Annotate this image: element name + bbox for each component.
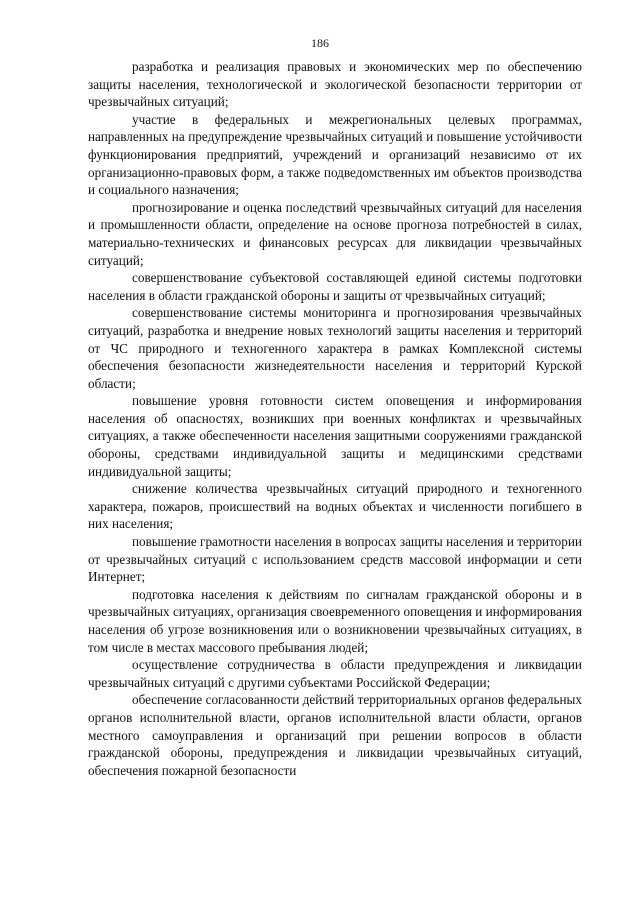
paragraph-warning-readiness: повышение уровня готовности систем оповещения и информирования населения об опасностях, возникших при военных конфликтах и чрезвычайных ситуациях, а также обеспеченности населения защитными сооружениями гражданской обороны, средствами индивидуальной защиты и медицинскими средствами индивидуальной защиты; (88, 393, 582, 479)
body-text (88, 58, 582, 779)
paragraph-training-system: совершенствование субъектовой составляющей единой системы подготовки населения в области гражданской обороны и защиты от чрезвычайных ситуаций; (88, 270, 582, 303)
paragraph-emergency-reduction: снижение количества чрезвычайных ситуаций природного и техногенного характера, пожаров, происшествий на водных объектах и численности погибшего в них населения; (88, 481, 582, 532)
paragraph-monitoring-system: совершенствование системы мониторинга и прогнозирования чрезвычайных ситуаций, разработка и внедрение новых технологий защиты населения и территорий от ЧС природного и техногенного характера в рамках Комплексной системы обеспечения безопасности жизнедеятельности населения и территорий Курской области; (88, 305, 582, 391)
page-number: 186 (311, 36, 329, 50)
paragraph-forecasting: прогнозирование и оценка последствий чрезвычайных ситуаций для населения и промышленности области, определение на основе прогноза потребностей в силах, материально-технических и финансовых ресурсах для ликвидации чрезвычайных ситуаций; (88, 199, 582, 268)
paragraph-legal-economic-measures: разработка и реализация правовых и экономических мер по обеспечению защиты населения, технологической и экологической безопасности территории от чрезвычайных ситуаций; (88, 59, 582, 110)
paragraph-regional-cooperation: осуществление сотрудничества в области предупреждения и ликвидации чрезвычайных ситуаций с другими субъектами Российской Федерации; (88, 657, 582, 690)
paragraph-coordination: обеспечение согласованности действий территориальных органов федеральных органов исполнительной власти, органов исполнительной власти области, органов местного самоуправления и организаций при решении вопросов в области гражданской обороны, предупреждения и ликвидации чрезвычайных ситуаций, обеспечения пожарной безопасности (88, 692, 582, 778)
paragraph-target-programs: участие в федеральных и межрегиональных целевых программах, направленных на предупреждение чрезвычайных ситуаций и повышение устойчивости функционирования предприятий, учреждений и организаций независимо от их организационно-правовых форм, а также подведомственных им объектов производства и социального назначения; (88, 111, 582, 198)
paragraph-population-preparation: подготовка населения к действиям по сигналам гражданской обороны и в чрезвычайных ситуациях, организация своевременного оповещения и информирования населения об угрозе возникновения или о возникновении чрезвычайных ситуациях, в том числе в местах массового пребывания людей; (88, 586, 582, 655)
paragraph-public-literacy: повышение грамотности населения в вопросах защиты населения и территории от чрезвычайных ситуаций с использованием средств массовой информации и сети Интернет; (88, 534, 582, 585)
